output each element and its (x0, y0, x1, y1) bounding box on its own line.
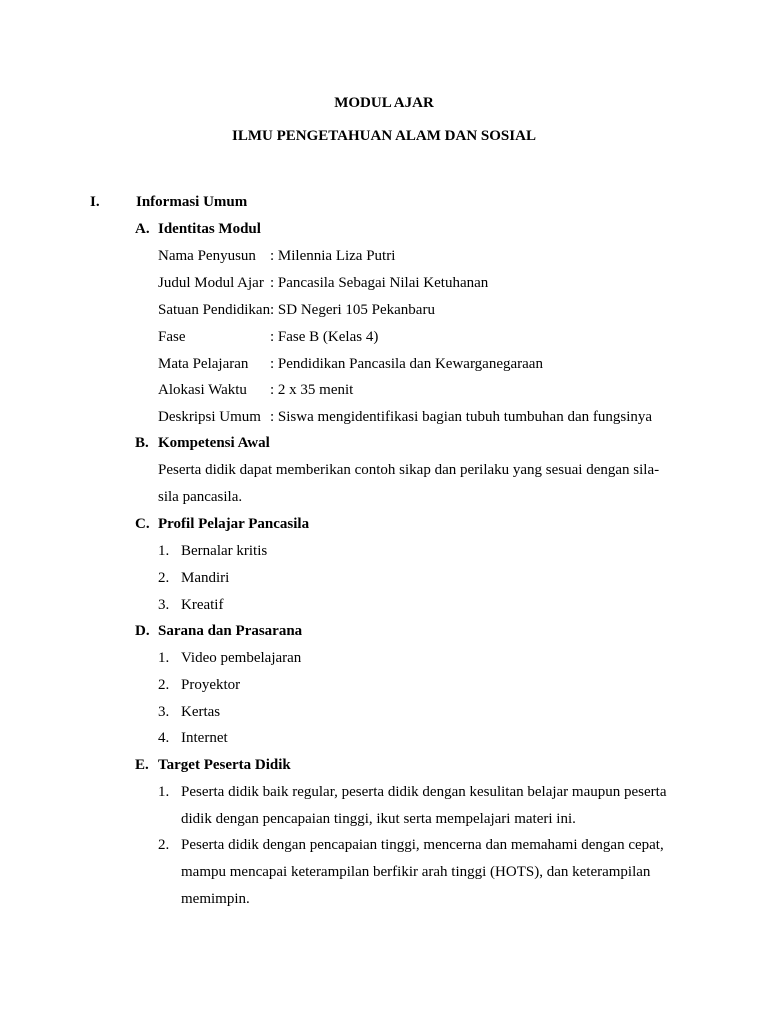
paragraph-line: Peserta didik dapat memberikan contoh sikap dan perilaku yang sesuai dengan sila- (158, 462, 660, 478)
list-number: 2. (158, 570, 170, 586)
list-item-line: Peserta didik dengan pencapaian tinggi, mencerna dan memahami dengan cepat, (181, 837, 664, 853)
list-number: 3. (158, 704, 170, 720)
list-item: Kreatif (181, 597, 224, 613)
list-item-line: Peserta didik baik regular, peserta didik dengan kesulitan belajar maupun peserta (181, 784, 667, 800)
subsection-heading-target: Target Peserta Didik (158, 757, 291, 773)
list-item-line: mampu mencapai keterampilan berfikir arah tinggi (HOTS), dan keterampilan (181, 864, 651, 880)
identity-value: : Pendidikan Pancasila dan Kewarganegaraan (270, 356, 543, 372)
subsection-heading-kompetensi: Kompetensi Awal (158, 435, 270, 451)
section-heading: Informasi Umum (136, 194, 248, 210)
identity-value: : Pancasila Sebagai Nilai Ketuhanan (270, 275, 489, 291)
list-number: 1. (158, 543, 170, 559)
identity-label: Judul Modul Ajar (158, 275, 264, 291)
subsection-letter-a: A. (135, 221, 150, 237)
identity-label: Nama Penyusun (158, 248, 256, 264)
identity-label: Satuan Pendidikan (158, 302, 271, 318)
identity-value: : Milennia Liza Putri (270, 248, 396, 264)
list-number: 4. (158, 730, 170, 746)
identity-label: Mata Pelajaran (158, 356, 249, 372)
list-item: Proyektor (181, 677, 241, 693)
identity-value: : 2 x 35 menit (270, 382, 354, 398)
list-item: Video pembelajaran (181, 650, 302, 666)
list-item-line: memimpin. (181, 891, 250, 907)
subsection-letter-e: E. (135, 757, 149, 773)
subsection-letter-c: C. (135, 516, 150, 532)
document-title: MODUL AJAR (334, 95, 434, 111)
list-item-line: didik dengan pencapaian tinggi, ikut serta mempelajari materi ini. (181, 811, 576, 827)
list-number: 2. (158, 677, 170, 693)
list-number: 3. (158, 597, 170, 613)
subsection-letter-b: B. (135, 435, 149, 451)
identity-label: Fase (158, 329, 186, 345)
identity-value: : SD Negeri 105 Pekanbaru (270, 302, 435, 318)
section-number: I. (90, 194, 100, 210)
list-number: 1. (158, 650, 170, 666)
list-item: Mandiri (181, 570, 230, 586)
subsection-heading-sarana: Sarana dan Prasarana (158, 623, 303, 639)
list-number: 1. (158, 784, 170, 800)
paragraph-line: sila pancasila. (158, 489, 243, 505)
subsection-heading-profil: Profil Pelajar Pancasila (158, 516, 310, 532)
subsection-letter-d: D. (135, 623, 150, 639)
identity-value: : Fase B (Kelas 4) (270, 329, 379, 345)
document-subtitle: ILMU PENGETAHUAN ALAM DAN SOSIAL (232, 128, 536, 144)
list-number: 2. (158, 837, 170, 853)
list-item: Internet (181, 730, 228, 746)
subsection-heading-identitas: Identitas Modul (158, 221, 261, 237)
identity-value: : Siswa mengidentifikasi bagian tubuh tumbuhan dan fungsinya (270, 409, 653, 425)
list-item: Bernalar kritis (181, 543, 268, 559)
identity-label: Alokasi Waktu (158, 382, 247, 398)
identity-label: Deskripsi Umum (158, 409, 261, 425)
list-item: Kertas (181, 704, 221, 720)
